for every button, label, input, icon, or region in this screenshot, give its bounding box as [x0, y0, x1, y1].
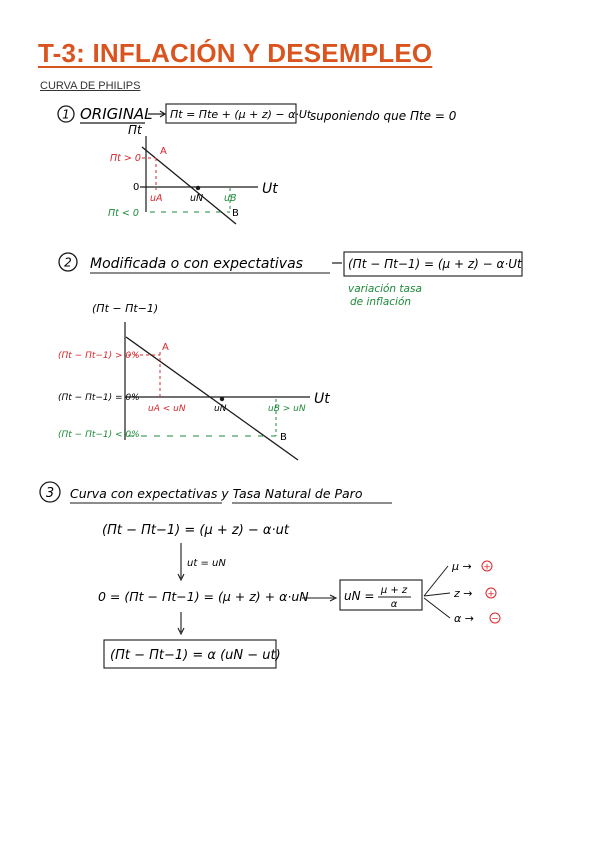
- branch-alpha: α →: [454, 612, 474, 625]
- expectations-curve-line: [126, 337, 298, 460]
- section-2-annotation-1: variación tasa: [348, 283, 422, 295]
- graph-2-natural-point: [220, 397, 224, 401]
- branch-mu: μ →: [452, 560, 472, 573]
- section-1-label: ORIGINAL: [80, 105, 153, 123]
- natural-rate-lhs: uN =: [344, 589, 375, 603]
- graph-2-y-label: (Πt − Πt−1): [92, 302, 159, 315]
- branch-line-alpha: [424, 598, 450, 618]
- section-2-annotation-2: de inflación: [350, 296, 412, 308]
- branch-line-mu: [424, 566, 448, 596]
- section-2-label: Modificada o con expectativas: [90, 256, 303, 272]
- section-1-formula: Πt = Πte + (μ + z) − α·Ut: [170, 108, 312, 121]
- section-3-number: 3: [45, 486, 55, 501]
- graph-1-un: uN: [190, 193, 204, 204]
- graph-1-point-a: A: [160, 146, 167, 157]
- page-title: T-3: INFLACIÓN Y DESEMPLEO: [38, 38, 433, 68]
- graph-1-ua: uA: [150, 193, 163, 204]
- graph-1-y-neg-label: Πt < 0: [108, 208, 139, 219]
- section-1-note: suponiendo que Πte = 0: [310, 109, 457, 123]
- section-1: [58, 104, 457, 224]
- graph-1-point-b: B: [232, 208, 239, 219]
- graph-1-ub: uB: [224, 193, 237, 204]
- graph-1-natural-point: [196, 186, 200, 190]
- section-2-number: 2: [64, 255, 72, 270]
- graph-2-y-pos-label: (Πt − Πt−1) > 0%: [58, 351, 140, 361]
- graph-1-y-label: Πt: [128, 123, 142, 137]
- graph-2-un: uN: [214, 404, 227, 414]
- section-3-label: Curva con expectativas y Tasa Natural de Paro: [70, 486, 363, 501]
- graph-1-origin: 0: [133, 182, 140, 193]
- graph-2-ub: uB > uN: [268, 404, 306, 414]
- graph-2-point-a: A: [162, 342, 169, 353]
- section-3-eq3: (Πt − Πt−1) = α (uN − ut): [110, 648, 281, 663]
- section-subtitle: CURVA DE PHILIPS: [40, 80, 141, 92]
- sign-mu: +: [483, 562, 491, 573]
- section-3: [40, 482, 500, 668]
- graph-2-ua: uA < uN: [148, 404, 186, 414]
- sign-z: +: [487, 589, 495, 600]
- graph-2-x-label: Ut: [314, 391, 330, 407]
- graph-2-y-neg-label: (Πt − Πt−1) < 0%: [58, 430, 140, 440]
- section-3-eq1: (Πt − Πt−1) = (μ + z) − α·ut: [102, 523, 289, 538]
- section-3-condition: ut = uN: [187, 558, 226, 569]
- graph-1-x-label: Ut: [262, 181, 278, 197]
- sign-alpha: −: [491, 614, 499, 625]
- graph-2-point-b: B: [280, 432, 287, 443]
- section-2: [58, 252, 523, 460]
- graph-2-y-zero-label: (Πt − Πt−1) = 0%: [58, 393, 140, 403]
- section-2-formula: (Πt − Πt−1) = (μ + z) − α·Ut: [348, 257, 522, 271]
- graph-1-y-pos-label: Πt > 0: [110, 153, 141, 164]
- branch-z: z →: [454, 587, 473, 600]
- section-3-eq2: 0 = (Πt − Πt−1) = (μ + z) + α·uN: [98, 589, 309, 604]
- natural-rate-denominator: α: [390, 599, 398, 610]
- branch-line-z: [424, 593, 450, 596]
- natural-rate-numerator: μ + z: [380, 585, 408, 596]
- section-1-number: 1: [62, 107, 70, 122]
